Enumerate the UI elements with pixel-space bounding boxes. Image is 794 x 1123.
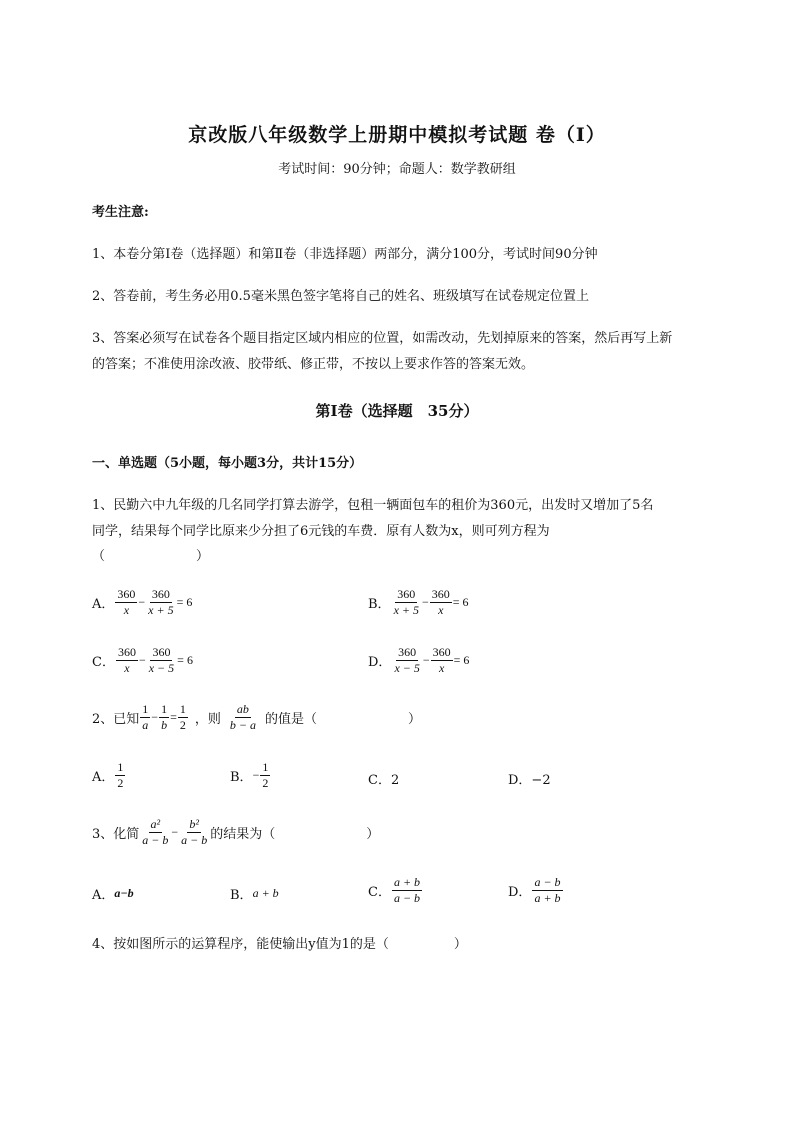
fraction: $\frac{360}{x}$ xyxy=(117,645,136,675)
option-label: B． xyxy=(230,888,253,903)
q1-option-b[interactable]: B． $\frac{360}{x + 5}$ − $\frac{360}{x}$ = 6 xyxy=(368,587,469,617)
q2-option-a[interactable] xyxy=(92,760,126,791)
option-label: B． xyxy=(368,597,391,612)
option-label: A． xyxy=(92,597,115,612)
fraction: $\frac{\text{a²}}{a - b}$ xyxy=(142,817,169,847)
fraction: $\frac{1}{a}$ xyxy=(142,702,149,732)
q2-option-d[interactable]: D．−2 xyxy=(508,773,551,788)
q1-blank: （ ） xyxy=(92,549,210,564)
fraction: $\frac{1}{2}$ xyxy=(262,760,269,790)
q2-option-b[interactable]: B． − $\frac{1}{2}$ xyxy=(230,760,269,790)
q3-option-b[interactable]: B． a + b xyxy=(230,886,279,903)
fraction: $\frac{360}{x}$ xyxy=(117,587,136,617)
fraction: $\frac{a - b}{a + b}$ xyxy=(534,875,561,905)
notice-heading: 考生注意: xyxy=(92,205,149,220)
q3-stem: 3、化简 $\frac{\text{a²}}{a - b}$ − $\frac{\text{b²}}{a - b}$ 的结果为（ ） xyxy=(92,817,380,847)
q3-option-a[interactable]: A． a−b xyxy=(92,886,134,903)
q4-stem: 4、按如图所示的运算程序，能使输出y值为1的是（ ） xyxy=(92,937,467,952)
q2-option-c[interactable]: C．2 xyxy=(368,773,400,788)
notice-item-2: 2、答卷前，考生务必用0.5毫米黑色签字笔将自己的姓名、班级填写在试卷规定位置上 xyxy=(92,289,589,304)
option-label: A． xyxy=(92,770,115,785)
q3-option-d[interactable] xyxy=(508,875,564,906)
option-label: C． xyxy=(92,655,115,670)
option-label: C． xyxy=(368,885,391,900)
q2-stem: 2、已知 $\frac{1}{a}$ − $\frac{1}{b}$ = $\frac{1}{2}$ ，则 $\frac{ab}{b - a}$ 的值是（ ） xyxy=(92,702,421,732)
fraction: $\frac{ab}{b - a}$ xyxy=(229,702,256,732)
exam-subtitle: 考试时间：90分钟；命题人：数学教研组 xyxy=(278,162,516,177)
fraction: $\frac{1}{2}$ xyxy=(117,760,124,790)
exam-title: 京改版八年级数学上册期中模拟考试题 卷（Ⅰ） xyxy=(188,124,606,146)
option-label: D． xyxy=(508,885,532,900)
section-heading: 第I卷（选择题 35分） xyxy=(315,402,479,420)
fraction: $\frac{360}{x + 5}$ xyxy=(393,587,419,617)
option-label: D． xyxy=(368,655,392,670)
fraction: $\frac{a + b}{a - b}$ xyxy=(393,875,421,905)
fraction: $\frac{360}{x - 5}$ xyxy=(394,645,420,675)
q1-option-c[interactable]: C． $\frac{360}{x}$ − $\frac{360}{x - 5}$ = 6 xyxy=(92,645,193,675)
fraction: $\frac{1}{2}$ xyxy=(179,702,186,732)
notice-item-3: 3、答案必须写在试卷各个题目指定区域内相应的位置，如需改动，先划掉原来的答案，然后再写上新 xyxy=(92,331,673,346)
option-label: A． xyxy=(92,888,115,903)
part-heading: 一、单选题（5小题，每小题3分，共计15分） xyxy=(92,456,363,471)
option-label: B． xyxy=(230,770,253,785)
q1-option-d[interactable]: D． $\frac{360}{x - 5}$ − $\frac{360}{x}$ = 6 xyxy=(368,645,470,675)
q1-text-2: 同学，结果每个同学比原来少分担了6元钱的车费．原有人数为x，则可列方程为 xyxy=(92,524,550,539)
fraction: $\frac{\text{b²}}{a - b}$ xyxy=(181,817,208,847)
fraction: $\frac{360}{x - 5}$ xyxy=(148,645,175,675)
fraction: $\frac{360}{x}$ xyxy=(431,587,450,617)
fraction: $\frac{1}{b}$ xyxy=(161,702,168,732)
q1-text-1: 1、民勤六中九年级的几名同学打算去游学，包租一辆面包车的租价为360元，出发时又增加了5名 xyxy=(92,498,654,513)
notice-item-3-cont: 的答案；不准使用涂改液、胶带纸、修正带，不按以上要求作答的答案无效。 xyxy=(92,357,535,372)
q1-option-a[interactable]: A． $\frac{360}{x}$ − $\frac{360}{x + 5}$ = 6 xyxy=(92,587,193,617)
notice-item-1: 1、本卷分第I卷（选择题）和第Ⅱ卷（非选择题）两部分，满分100分，考试时间90分钟 xyxy=(92,247,598,262)
fraction: $\frac{360}{x + 5}$ xyxy=(148,587,174,617)
q3-option-c[interactable] xyxy=(368,875,423,906)
fraction: $\frac{360}{x}$ xyxy=(432,645,451,675)
